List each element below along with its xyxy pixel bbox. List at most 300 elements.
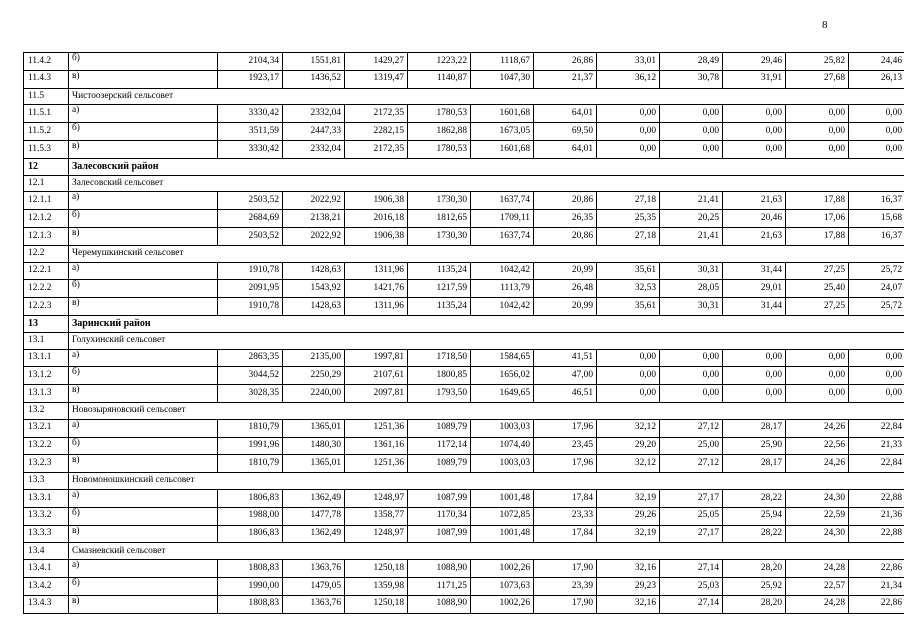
value-cell: 27,25 xyxy=(786,262,849,280)
value-cell: 2282,15 xyxy=(345,123,408,141)
value-cell: 25,94 xyxy=(723,507,786,525)
value-cell: 0,00 xyxy=(786,123,849,141)
row-code: 11.5 xyxy=(24,88,69,105)
value-cell: 21,41 xyxy=(660,192,723,210)
row-code: 13.3.3 xyxy=(24,525,69,543)
value-cell: 1311,96 xyxy=(345,262,408,280)
value-cell: 16,37 xyxy=(849,227,904,245)
value-cell: 21,37 xyxy=(534,70,597,88)
value-cell: 1359,98 xyxy=(345,577,408,595)
value-cell: 25,82 xyxy=(786,53,849,71)
value-cell: 1806,83 xyxy=(218,525,283,543)
row-code: 12.2.3 xyxy=(24,298,69,316)
value-cell: 1637,74 xyxy=(471,192,534,210)
value-cell: 2332,04 xyxy=(283,105,345,123)
value-cell: 1584,65 xyxy=(471,349,534,367)
value-cell: 1250,18 xyxy=(345,595,408,613)
value-cell: 17,96 xyxy=(534,419,597,437)
value-cell: 1862,88 xyxy=(408,123,471,141)
value-cell: 0,00 xyxy=(597,367,660,385)
value-cell: 1543,92 xyxy=(283,280,345,298)
value-cell: 20,99 xyxy=(534,262,597,280)
value-cell: 1673,05 xyxy=(471,123,534,141)
page-number: 8 xyxy=(822,19,828,31)
value-cell: 27,18 xyxy=(597,192,660,210)
value-cell: 25,40 xyxy=(786,280,849,298)
row-letter: а) xyxy=(69,105,218,123)
value-cell: 27,18 xyxy=(597,227,660,245)
value-cell: 1780,53 xyxy=(408,105,471,123)
value-cell: 2250,29 xyxy=(283,367,345,385)
value-cell: 1997,81 xyxy=(345,349,408,367)
value-cell: 25,90 xyxy=(723,437,786,455)
value-cell: 29,20 xyxy=(597,437,660,455)
value-cell: 32,19 xyxy=(597,525,660,543)
value-cell: 20,99 xyxy=(534,298,597,316)
value-cell: 3330,42 xyxy=(218,105,283,123)
value-cell: 2022,92 xyxy=(283,192,345,210)
value-cell: 1812,65 xyxy=(408,210,471,228)
table-row xyxy=(24,123,904,141)
value-cell: 22,56 xyxy=(786,437,849,455)
council-name: Голухинский сельсовет xyxy=(69,332,904,349)
value-cell: 27,17 xyxy=(660,525,723,543)
row-code: 11.4.3 xyxy=(24,70,69,88)
value-cell: 1001,48 xyxy=(471,525,534,543)
value-cell: 3028,35 xyxy=(218,385,283,403)
table-row xyxy=(24,419,904,437)
value-cell: 1808,83 xyxy=(218,560,283,578)
row-letter: в) xyxy=(69,70,218,88)
row-code: 13.1 xyxy=(24,332,69,349)
value-cell: 1172,14 xyxy=(408,437,471,455)
value-cell: 32,16 xyxy=(597,595,660,613)
value-cell: 0,00 xyxy=(723,367,786,385)
value-cell: 1601,68 xyxy=(471,105,534,123)
value-cell: 1601,68 xyxy=(471,140,534,158)
row-code: 13.1.1 xyxy=(24,349,69,367)
value-cell: 3044,52 xyxy=(218,367,283,385)
value-cell: 2172,35 xyxy=(345,140,408,158)
value-cell: 1135,24 xyxy=(408,298,471,316)
value-cell: 29,01 xyxy=(723,280,786,298)
row-code: 13.2.2 xyxy=(24,437,69,455)
value-cell: 21,36 xyxy=(849,507,904,525)
row-code: 13.4.3 xyxy=(24,595,69,613)
value-cell: 0,00 xyxy=(849,349,904,367)
value-cell: 1358,77 xyxy=(345,507,408,525)
table-row xyxy=(24,385,904,403)
value-cell: 2016,18 xyxy=(345,210,408,228)
row-letter: б) xyxy=(69,280,218,298)
value-cell: 25,92 xyxy=(723,577,786,595)
value-cell: 1003,03 xyxy=(471,455,534,473)
value-cell: 3511,59 xyxy=(218,123,283,141)
value-cell: 20,86 xyxy=(534,227,597,245)
value-cell: 2332,04 xyxy=(283,140,345,158)
table-row xyxy=(24,489,904,507)
value-cell: 30,31 xyxy=(660,298,723,316)
value-cell: 21,63 xyxy=(723,192,786,210)
value-cell: 27,12 xyxy=(660,455,723,473)
value-cell: 1910,78 xyxy=(218,298,283,316)
value-cell: 26,13 xyxy=(849,70,904,88)
value-cell: 22,59 xyxy=(786,507,849,525)
value-cell: 29,26 xyxy=(597,507,660,525)
row-code: 13.1.2 xyxy=(24,367,69,385)
row-letter: б) xyxy=(69,507,218,525)
value-cell: 28,20 xyxy=(723,595,786,613)
value-cell: 32,19 xyxy=(597,489,660,507)
value-cell: 1730,30 xyxy=(408,227,471,245)
value-cell: 2172,35 xyxy=(345,105,408,123)
value-cell: 41,51 xyxy=(534,349,597,367)
value-cell: 27,14 xyxy=(660,560,723,578)
value-cell: 35,61 xyxy=(597,298,660,316)
value-cell: 1365,01 xyxy=(283,419,345,437)
value-cell: 2107,61 xyxy=(345,367,408,385)
row-code: 12.1.3 xyxy=(24,227,69,245)
council-name: Залесовский сельсовет xyxy=(69,175,904,192)
value-cell: 31,44 xyxy=(723,262,786,280)
value-cell: 1730,30 xyxy=(408,192,471,210)
value-cell: 1793,50 xyxy=(408,385,471,403)
row-letter: а) xyxy=(69,489,218,507)
value-cell: 1990,00 xyxy=(218,577,283,595)
value-cell: 22,84 xyxy=(849,455,904,473)
table-row xyxy=(24,53,904,71)
table-row xyxy=(24,262,904,280)
value-cell: 31,44 xyxy=(723,298,786,316)
value-cell: 1362,49 xyxy=(283,525,345,543)
row-code: 11.5.2 xyxy=(24,123,69,141)
table-row xyxy=(24,560,904,578)
value-cell: 1637,74 xyxy=(471,227,534,245)
row-letter: а) xyxy=(69,560,218,578)
value-cell: 23,45 xyxy=(534,437,597,455)
council-header-row xyxy=(24,245,904,262)
value-cell: 28,22 xyxy=(723,489,786,507)
value-cell: 1074,40 xyxy=(471,437,534,455)
value-cell: 29,23 xyxy=(597,577,660,595)
value-cell: 1087,99 xyxy=(408,489,471,507)
value-cell: 30,78 xyxy=(660,70,723,88)
value-cell: 0,00 xyxy=(849,123,904,141)
value-cell: 0,00 xyxy=(786,367,849,385)
value-cell: 21,33 xyxy=(849,437,904,455)
value-cell: 0,00 xyxy=(849,385,904,403)
row-letter: а) xyxy=(69,419,218,437)
value-cell: 25,03 xyxy=(660,577,723,595)
value-cell: 1047,30 xyxy=(471,70,534,88)
value-cell: 1118,67 xyxy=(471,53,534,71)
row-code: 11.4.2 xyxy=(24,53,69,71)
row-letter: в) xyxy=(69,385,218,403)
value-cell: 27,12 xyxy=(660,419,723,437)
value-cell: 28,17 xyxy=(723,455,786,473)
row-code: 13.3.2 xyxy=(24,507,69,525)
value-cell: 2135,00 xyxy=(283,349,345,367)
row-letter: в) xyxy=(69,455,218,473)
value-cell: 21,41 xyxy=(660,227,723,245)
row-letter: б) xyxy=(69,437,218,455)
value-cell: 26,35 xyxy=(534,210,597,228)
value-cell: 1718,50 xyxy=(408,349,471,367)
value-cell: 1906,38 xyxy=(345,227,408,245)
value-cell: 30,31 xyxy=(660,262,723,280)
row-code: 12 xyxy=(24,158,69,175)
value-cell: 0,00 xyxy=(597,385,660,403)
table-row xyxy=(24,525,904,543)
row-letter: б) xyxy=(69,210,218,228)
value-cell: 21,34 xyxy=(849,577,904,595)
value-cell: 1428,63 xyxy=(283,262,345,280)
council-name: Новозыряновский сельсовет xyxy=(69,402,904,419)
value-cell: 0,00 xyxy=(723,385,786,403)
table-row xyxy=(24,140,904,158)
value-cell: 17,84 xyxy=(534,525,597,543)
row-letter: а) xyxy=(69,262,218,280)
value-cell: 1311,96 xyxy=(345,298,408,316)
value-cell: 26,48 xyxy=(534,280,597,298)
value-cell: 15,68 xyxy=(849,210,904,228)
value-cell: 1073,63 xyxy=(471,577,534,595)
value-cell: 1429,27 xyxy=(345,53,408,71)
value-cell: 28,22 xyxy=(723,525,786,543)
row-code: 13.2.1 xyxy=(24,419,69,437)
value-cell: 29,46 xyxy=(723,53,786,71)
value-cell: 24,46 xyxy=(849,53,904,71)
value-cell: 0,00 xyxy=(660,349,723,367)
value-cell: 1089,79 xyxy=(408,455,471,473)
table-row xyxy=(24,455,904,473)
value-cell: 25,35 xyxy=(597,210,660,228)
value-cell: 28,20 xyxy=(723,560,786,578)
value-cell: 2104,34 xyxy=(218,53,283,71)
value-cell: 32,12 xyxy=(597,455,660,473)
value-cell: 2447,33 xyxy=(283,123,345,141)
value-cell: 17,90 xyxy=(534,560,597,578)
council-name: Чистоозерский сельсовет xyxy=(69,88,904,105)
value-cell: 0,00 xyxy=(597,140,660,158)
value-cell: 20,25 xyxy=(660,210,723,228)
value-cell: 0,00 xyxy=(597,349,660,367)
value-cell: 69,50 xyxy=(534,123,597,141)
row-code: 13.4 xyxy=(24,543,69,560)
value-cell: 1709,11 xyxy=(471,210,534,228)
value-cell: 26,86 xyxy=(534,53,597,71)
district-name: Залесовский район xyxy=(69,158,904,175)
value-cell: 64,01 xyxy=(534,140,597,158)
value-cell: 1365,01 xyxy=(283,455,345,473)
table-row xyxy=(24,349,904,367)
table-row xyxy=(24,105,904,123)
value-cell: 1906,38 xyxy=(345,192,408,210)
value-cell: 17,06 xyxy=(786,210,849,228)
value-cell: 47,00 xyxy=(534,367,597,385)
row-letter: в) xyxy=(69,298,218,316)
council-header-row xyxy=(24,543,904,560)
value-cell: 2097,81 xyxy=(345,385,408,403)
table-row xyxy=(24,595,904,613)
row-letter: б) xyxy=(69,53,218,71)
value-cell: 2091,95 xyxy=(218,280,283,298)
row-code: 12.2.2 xyxy=(24,280,69,298)
value-cell: 2863,35 xyxy=(218,349,283,367)
value-cell: 1991,96 xyxy=(218,437,283,455)
value-cell: 0,00 xyxy=(660,385,723,403)
value-cell: 0,00 xyxy=(660,105,723,123)
value-cell: 1250,18 xyxy=(345,560,408,578)
value-cell: 1319,47 xyxy=(345,70,408,88)
value-cell: 36,12 xyxy=(597,70,660,88)
value-cell: 1923,17 xyxy=(218,70,283,88)
value-cell: 1810,79 xyxy=(218,455,283,473)
value-cell: 21,63 xyxy=(723,227,786,245)
value-cell: 1428,63 xyxy=(283,298,345,316)
row-letter: в) xyxy=(69,525,218,543)
value-cell: 1363,76 xyxy=(283,560,345,578)
value-cell: 1140,87 xyxy=(408,70,471,88)
value-cell: 24,28 xyxy=(786,560,849,578)
value-cell: 0,00 xyxy=(849,367,904,385)
district-header-row xyxy=(24,158,904,175)
value-cell: 31,91 xyxy=(723,70,786,88)
row-code: 12.1 xyxy=(24,175,69,192)
value-cell: 1001,48 xyxy=(471,489,534,507)
value-cell: 25,72 xyxy=(849,298,904,316)
council-header-row xyxy=(24,473,904,490)
council-name: Черемушкинский сельсовет xyxy=(69,245,904,262)
row-letter: б) xyxy=(69,577,218,595)
row-code: 13.2 xyxy=(24,402,69,419)
value-cell: 1088,90 xyxy=(408,560,471,578)
council-header-row xyxy=(24,175,904,192)
value-cell: 1421,76 xyxy=(345,280,408,298)
value-cell: 1808,83 xyxy=(218,595,283,613)
value-cell: 1042,42 xyxy=(471,298,534,316)
value-cell: 17,84 xyxy=(534,489,597,507)
value-cell: 1223,22 xyxy=(408,53,471,71)
value-cell: 1002,26 xyxy=(471,595,534,613)
value-cell: 32,12 xyxy=(597,419,660,437)
value-cell: 32,53 xyxy=(597,280,660,298)
value-cell: 0,00 xyxy=(660,123,723,141)
value-cell: 0,00 xyxy=(660,140,723,158)
row-letter: б) xyxy=(69,123,218,141)
value-cell: 0,00 xyxy=(786,140,849,158)
value-cell: 1002,26 xyxy=(471,560,534,578)
row-code: 13.1.3 xyxy=(24,385,69,403)
value-cell: 2684,69 xyxy=(218,210,283,228)
value-cell: 0,00 xyxy=(723,123,786,141)
value-cell: 0,00 xyxy=(723,140,786,158)
value-cell: 17,96 xyxy=(534,455,597,473)
value-cell: 1217,59 xyxy=(408,280,471,298)
value-cell: 35,61 xyxy=(597,262,660,280)
value-cell: 2240,00 xyxy=(283,385,345,403)
row-code: 13.3.1 xyxy=(24,489,69,507)
row-letter: в) xyxy=(69,140,218,158)
table-row xyxy=(24,210,904,228)
value-cell: 27,17 xyxy=(660,489,723,507)
value-cell: 1362,49 xyxy=(283,489,345,507)
row-code: 13.3 xyxy=(24,473,69,490)
value-cell: 2503,52 xyxy=(218,227,283,245)
council-header-row xyxy=(24,88,904,105)
row-code: 13.4.2 xyxy=(24,577,69,595)
value-cell: 1810,79 xyxy=(218,419,283,437)
value-cell: 22,57 xyxy=(786,577,849,595)
council-header-row xyxy=(24,332,904,349)
value-cell: 1251,36 xyxy=(345,455,408,473)
value-cell: 27,68 xyxy=(786,70,849,88)
value-cell: 1436,52 xyxy=(283,70,345,88)
council-name: Смазневский сельсовет xyxy=(69,543,904,560)
table-row xyxy=(24,227,904,245)
value-cell: 1248,97 xyxy=(345,489,408,507)
table-row xyxy=(24,577,904,595)
value-cell: 2138,21 xyxy=(283,210,345,228)
value-cell: 25,05 xyxy=(660,507,723,525)
value-cell: 33,01 xyxy=(597,53,660,71)
table-row xyxy=(24,192,904,210)
value-cell: 24,26 xyxy=(786,419,849,437)
value-cell: 1087,99 xyxy=(408,525,471,543)
value-cell: 32,16 xyxy=(597,560,660,578)
value-cell: 1361,16 xyxy=(345,437,408,455)
value-cell: 27,14 xyxy=(660,595,723,613)
row-code: 13.2.3 xyxy=(24,455,69,473)
value-cell: 25,72 xyxy=(849,262,904,280)
value-cell: 24,30 xyxy=(786,525,849,543)
value-cell: 46,51 xyxy=(534,385,597,403)
value-cell: 1910,78 xyxy=(218,262,283,280)
value-cell: 0,00 xyxy=(849,140,904,158)
value-cell: 23,33 xyxy=(534,507,597,525)
value-cell: 0,00 xyxy=(786,385,849,403)
council-name: Новомоношкинский сельсовет xyxy=(69,473,904,490)
value-cell: 1248,97 xyxy=(345,525,408,543)
value-cell: 0,00 xyxy=(660,367,723,385)
value-cell: 1171,25 xyxy=(408,577,471,595)
district-name: Заринский район xyxy=(69,315,904,332)
value-cell: 3330,42 xyxy=(218,140,283,158)
value-cell: 2503,52 xyxy=(218,192,283,210)
row-code: 13.4.1 xyxy=(24,560,69,578)
value-cell: 1551,81 xyxy=(283,53,345,71)
value-cell: 1251,36 xyxy=(345,419,408,437)
row-code: 13 xyxy=(24,315,69,332)
value-cell: 1113,79 xyxy=(471,280,534,298)
value-cell: 1089,79 xyxy=(408,419,471,437)
value-cell: 1780,53 xyxy=(408,140,471,158)
row-code: 11.5.3 xyxy=(24,140,69,158)
value-cell: 20,46 xyxy=(723,210,786,228)
row-code: 12.2.1 xyxy=(24,262,69,280)
value-cell: 22,86 xyxy=(849,560,904,578)
value-cell: 1003,03 xyxy=(471,419,534,437)
row-code: 12.1.2 xyxy=(24,210,69,228)
value-cell: 1072,85 xyxy=(471,507,534,525)
table-row xyxy=(24,280,904,298)
row-letter: а) xyxy=(69,349,218,367)
value-cell: 1988,00 xyxy=(218,507,283,525)
value-cell: 28,05 xyxy=(660,280,723,298)
value-cell: 0,00 xyxy=(723,349,786,367)
table-row xyxy=(24,298,904,316)
table-row xyxy=(24,367,904,385)
